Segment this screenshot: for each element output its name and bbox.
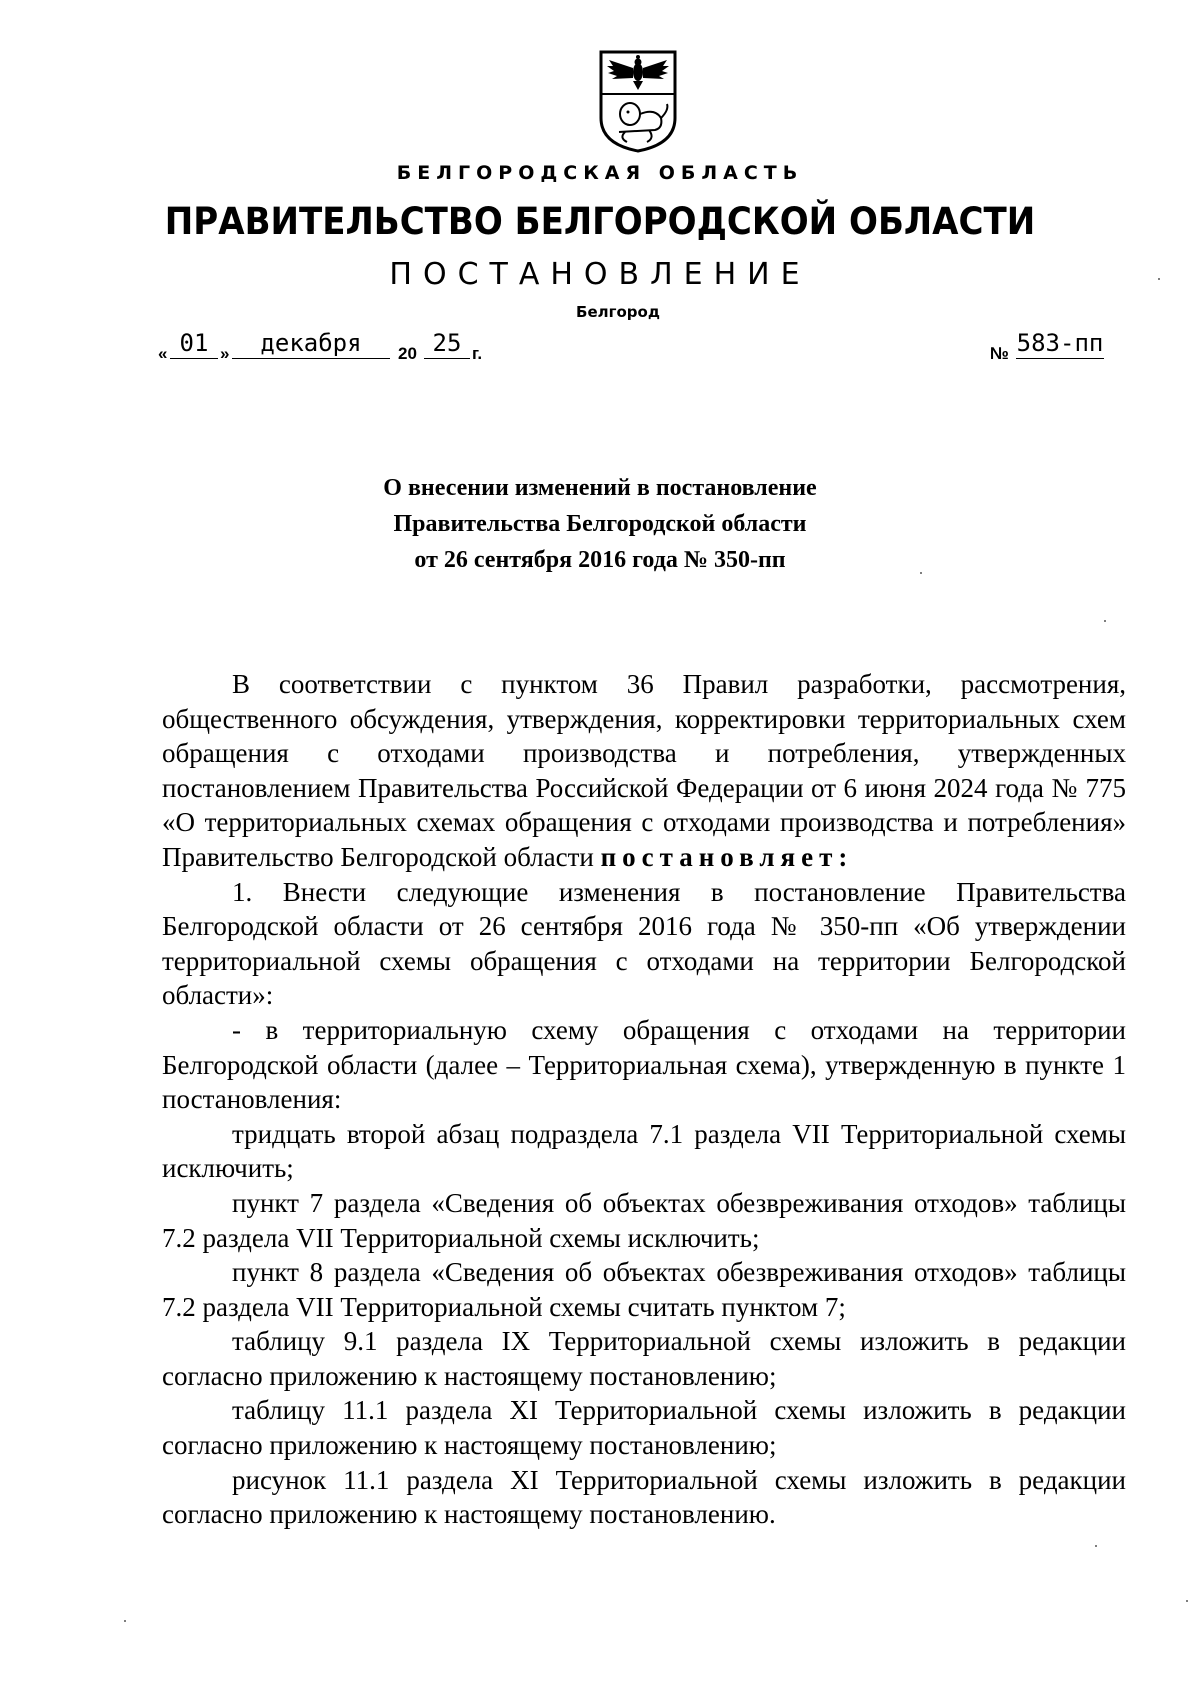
item-1-paragraph: 1. Внести следующие изменения в постановление Правительства Белгородской области от 26 сентября 2016 года № 350-пп «Об утверждении территориальной схемы обращения с отходами на территории Белгородской области»: — [162, 876, 1126, 1011]
change-paragraph-5: таблицу 11.1 раздела XI Территориальной схемы изложить в редакции согласно приложению к настоящему постановлению; — [162, 1395, 1126, 1461]
decree-word: постановляет: — [600, 841, 854, 872]
date-close-quote: » — [220, 344, 230, 363]
intro-paragraph — [162, 667, 1126, 875]
scan-speck — [1095, 1545, 1097, 1547]
year-suffix: 25 — [424, 330, 470, 359]
scan-speck — [124, 1620, 126, 1622]
title-line-3: от 26 сентября 2016 года № 350-пп — [414, 547, 786, 573]
document-type-heading: ПОСТАНОВЛЕНИЕ — [389, 257, 811, 292]
intro-text: В соответствии с пунктом 36 Правил разработки, рассмотрения, общественного обсуждения, утверждения, корректировки территориальных схем обращения с отходами производства и потребления, утвержденных постановлением Правительства Российской Федерации от 6 июня 2024 года № 775 «О территориальных схемах обращения с отходами производства и потребления» Правительство Белгородской области — [162, 669, 1126, 872]
title-line-1: О внесении изменений в постановление — [383, 475, 817, 501]
change-paragraph-6: рисунок 11.1 раздела XI Территориальной схемы изложить в редакции согласно приложению к настоящему постановлению. — [162, 1464, 1126, 1530]
date-month: декабря — [232, 330, 390, 359]
number-label: № — [990, 344, 1009, 363]
title-line-2: Правительства Белгородской области — [393, 511, 807, 537]
year-mark: г. — [472, 344, 483, 363]
change-paragraph-3: пункт 8 раздела «Сведения об объектах обезвреживания отходов» таблицы 7.2 раздела VII Территориальной схемы считать пунктом 7; — [162, 1257, 1126, 1322]
date-line — [0, 330, 1200, 370]
scan-speck — [920, 572, 922, 574]
coat-of-arms-emblem — [597, 48, 679, 154]
dash-paragraph: - в территориальную схему обращения с отходами на территории Белгородской области (далее – Территориальная схема), утвержденную в пункте 1 постановления: — [162, 1014, 1126, 1115]
year-prefix: 20 — [398, 344, 417, 363]
document-body — [162, 667, 1126, 1532]
region-heading: БЕЛГОРОДСКАЯ ОБЛАСТЬ — [396, 162, 804, 184]
scan-speck — [1186, 1600, 1188, 1602]
city-label: Белгород — [576, 303, 660, 321]
change-paragraph-2: пункт 7 раздела «Сведения об объектах обезвреживания отходов» таблицы 7.2 раздела VII Территориальной схемы исключить; — [162, 1187, 1126, 1253]
document-title — [0, 470, 1200, 578]
date-open-quote: « — [158, 344, 168, 363]
government-heading: ПРАВИТЕЛЬСТВО БЕЛГОРОДСКОЙ ОБЛАСТИ — [164, 200, 1036, 243]
decree-number: 583-пп — [1016, 329, 1104, 357]
date-day: 01 — [170, 330, 218, 359]
change-paragraph-4: таблицу 9.1 раздела IX Территориальной схемы изложить в редакции согласно приложению к настоящему постановлению; — [162, 1326, 1126, 1391]
scan-speck — [1104, 620, 1106, 622]
scan-speck — [1158, 278, 1160, 280]
change-paragraph-1: тридцать второй абзац подраздела 7.1 раздела VII Территориальной схемы исключить; — [162, 1118, 1126, 1184]
